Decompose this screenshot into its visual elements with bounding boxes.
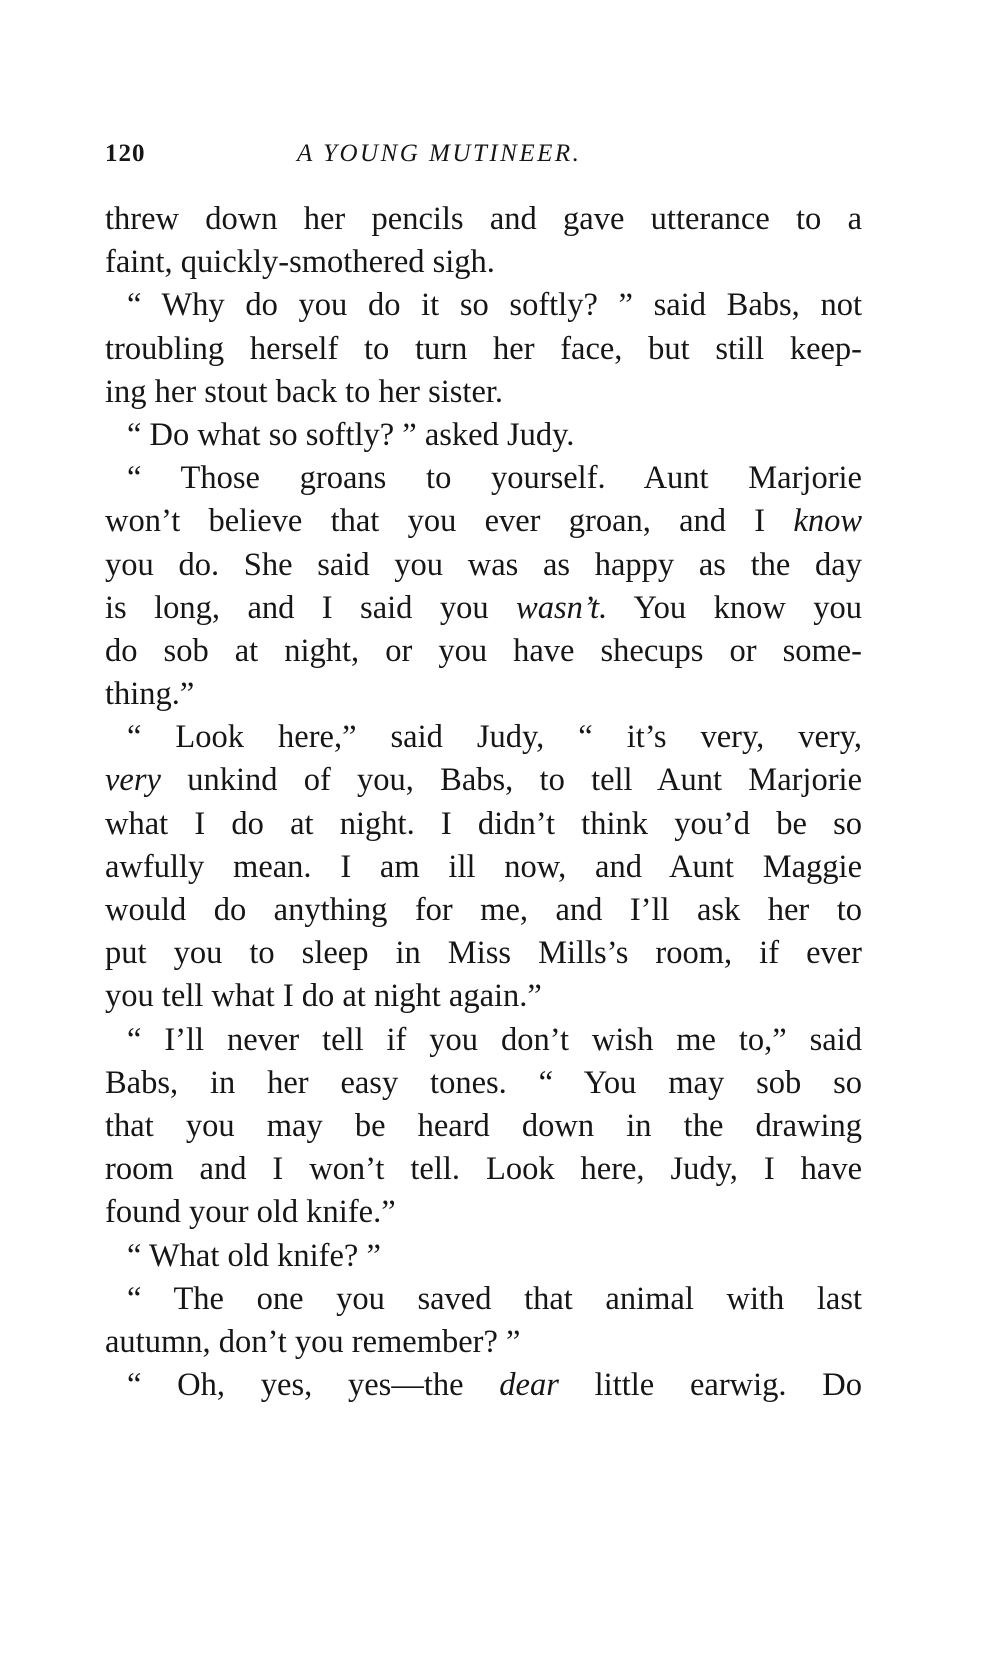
italic-text: wasn’t. [516, 589, 608, 626]
text-segment: Babs, in her easy tones. “ You may sob so [105, 1064, 862, 1101]
text-segment: “ I’ll never tell if you don’t wish me to,” said [127, 1021, 862, 1058]
text-segment: “ The one you saved that animal with last [127, 1280, 862, 1317]
text-segment: faint, quickly-smothered sigh. [105, 244, 495, 281]
text-segment: “ What old knife? ” [127, 1237, 381, 1274]
text-line [105, 284, 862, 327]
text-line [105, 371, 862, 414]
text-line [105, 932, 862, 975]
text-line [105, 1321, 862, 1364]
text-line [105, 803, 862, 846]
text-line [105, 1364, 862, 1407]
text-line [105, 544, 862, 587]
text-segment: “ Those groans to yourself. Aunt Marjorie [127, 460, 862, 497]
text-line [105, 1235, 862, 1278]
text-segment: is long, and I said you [105, 589, 517, 626]
text-segment: you tell what I do at night again.” [105, 978, 542, 1015]
text-segment: awfully mean. I am ill now, and Aunt Maggie [105, 848, 862, 885]
text-line [105, 759, 862, 802]
text-line [105, 630, 862, 673]
text-line [105, 1191, 862, 1234]
text-segment: unkind of you, Babs, to tell Aunt Marjorie [160, 762, 862, 799]
italic-text: know [793, 503, 862, 540]
text-segment: that you may be heard down in the drawing [105, 1107, 862, 1144]
text-line [105, 1148, 862, 1191]
text-segment: what I do at night. I didn’t think you’d be so [105, 805, 862, 842]
text-segment: threw down her pencils and gave utterance to a [105, 201, 862, 237]
text-line [105, 241, 862, 284]
text-segment: thing.” [105, 676, 195, 713]
text-segment: “ Why do you do it so softly? ” said Babs, not [127, 287, 862, 324]
text-line [105, 716, 862, 759]
text-segment: You know you [607, 589, 862, 626]
body-text [105, 198, 862, 1407]
text-segment: won’t believe that you ever groan, and I [105, 503, 794, 540]
text-line [105, 846, 862, 889]
text-segment: “ Oh, yes, yes—the [127, 1367, 500, 1404]
running-title: A YOUNG MUTINEER. [297, 140, 582, 167]
page-header [105, 140, 865, 176]
text-segment: “ Do what so softly? ” asked Judy. [127, 416, 575, 453]
italic-text: dear [499, 1367, 559, 1404]
text-line [105, 328, 862, 371]
text-line [105, 500, 862, 543]
text-segment: autumn, don’t you remember? ” [105, 1323, 521, 1360]
text-line [105, 673, 862, 716]
text-line [105, 889, 862, 932]
text-segment: little earwig. Do [558, 1367, 862, 1404]
text-line [105, 1019, 862, 1062]
text-segment: you do. She said you was as happy as the day [105, 546, 862, 583]
text-line [105, 414, 862, 457]
text-line [105, 1062, 862, 1105]
text-segment: troubling herself to turn her face, but still keep- [105, 330, 862, 367]
text-segment: put you to sleep in Miss Mills’s room, if ever [105, 935, 862, 972]
text-segment: found your old knife.” [105, 1194, 396, 1231]
text-segment: do sob at night, or you have shecups or some- [105, 632, 862, 669]
text-line [105, 457, 862, 500]
text-line [105, 1278, 862, 1321]
text-line [105, 587, 862, 630]
text-segment: room and I won’t tell. Look here, Judy, I have [105, 1151, 862, 1188]
text-line [105, 975, 862, 1018]
page-number: 120 [105, 140, 146, 167]
text-line [105, 1105, 862, 1148]
text-segment: ing her stout back to her sister. [105, 373, 504, 410]
text-line [105, 198, 862, 241]
text-segment: would do anything for me, and I’ll ask her to [105, 892, 862, 928]
italic-text: very [105, 762, 161, 799]
text-segment: “ Look here,” said Judy, “ it’s very, very, [127, 719, 862, 756]
